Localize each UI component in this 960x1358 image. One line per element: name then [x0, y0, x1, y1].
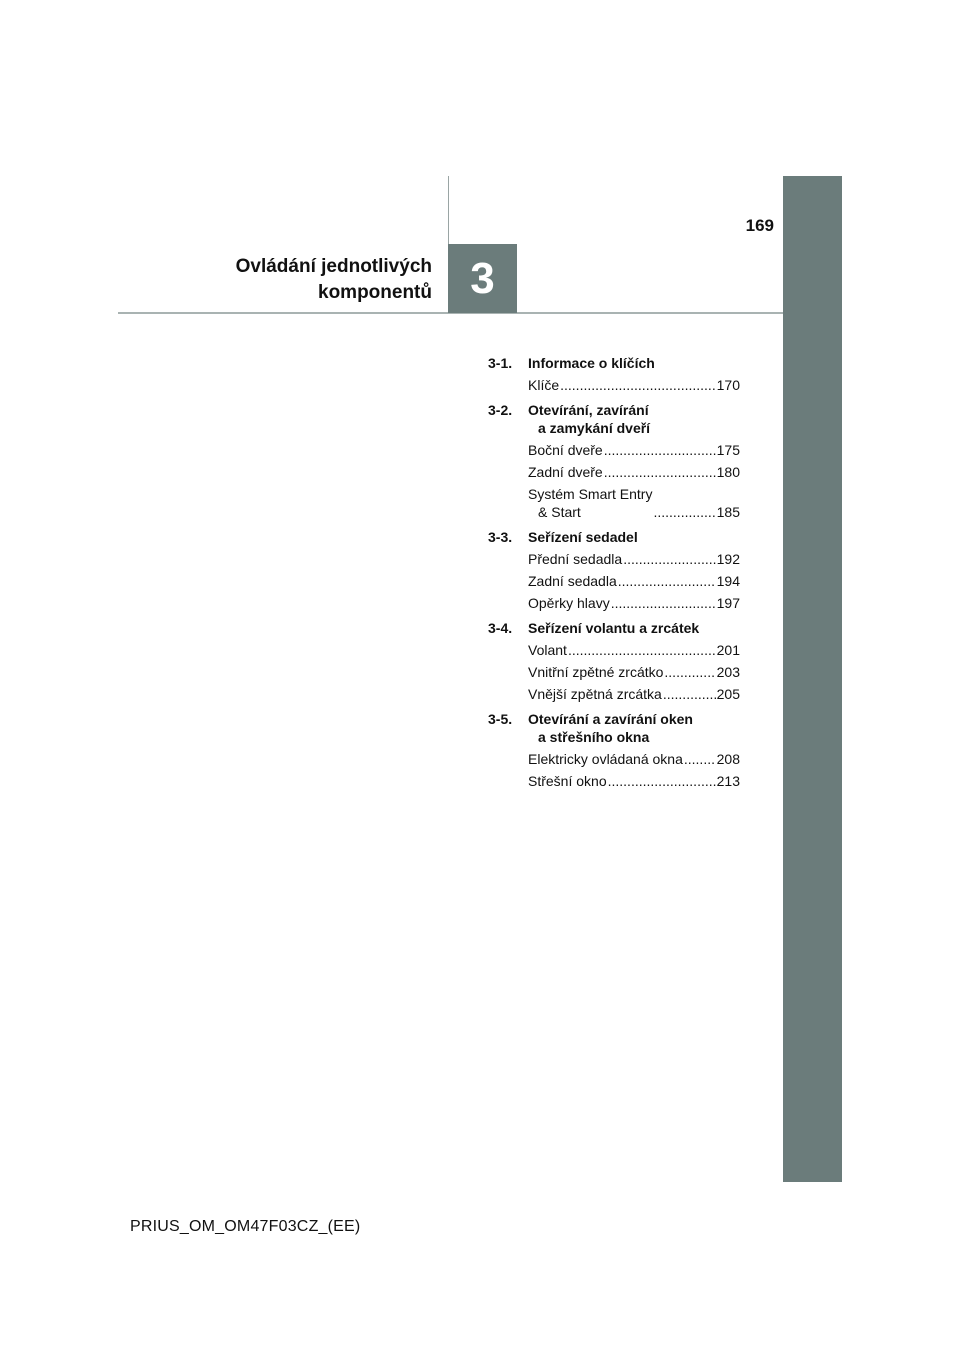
toc-section: [488, 619, 740, 703]
toc-section-title: [528, 354, 655, 372]
toc-section-heading: [488, 528, 740, 546]
toc-entry-name-line: Zadní sedadla: [528, 573, 617, 589]
toc-dot-leader: [663, 685, 716, 703]
toc-section-heading: [488, 354, 740, 372]
toc-entry-name: [528, 376, 559, 394]
toc-entry-name: [528, 641, 567, 659]
toc-entry-page: 194: [716, 573, 740, 589]
toc-section: [488, 710, 740, 790]
toc-entry-page: 197: [716, 595, 740, 611]
toc-section-title-line: a zamykání dveří: [538, 420, 651, 436]
toc-section-number: 3-1.: [488, 355, 513, 371]
toc-entry-name: [528, 663, 663, 681]
toc-entry-page: 208: [716, 751, 740, 767]
toc-entry[interactable]: [528, 772, 740, 790]
toc-entry[interactable]: [528, 376, 740, 394]
toc-entry-page: 213: [716, 773, 740, 789]
toc-entry-name-line: Zadní dveře: [528, 464, 603, 480]
toc-section: [488, 401, 740, 521]
toc-section-title-line: Otevírání a zavírání oken: [528, 711, 693, 727]
vertical-divider: [448, 176, 449, 244]
toc-entry[interactable]: [528, 594, 740, 612]
toc-entry-name: [528, 463, 603, 481]
chapter-number-box: [448, 244, 517, 313]
toc-section-title: [528, 401, 650, 437]
toc-dot-leader: [684, 750, 716, 768]
toc-section-number: 3-5.: [488, 711, 513, 727]
toc-section-title: [528, 528, 638, 546]
toc-dot-leader: [623, 550, 715, 568]
toc-entry-name-line: Opěrky hlavy: [528, 595, 610, 611]
toc-section-heading: [488, 619, 740, 637]
toc-entry[interactable]: [528, 641, 740, 659]
toc-entry[interactable]: [528, 663, 740, 681]
toc-section-title-line: Seřízení volantu a zrcátek: [528, 620, 700, 636]
toc-entry[interactable]: [528, 463, 740, 481]
toc-section-title: [528, 619, 699, 637]
toc-section-number: 3-2.: [488, 402, 513, 418]
chapter-number: 3: [470, 253, 495, 303]
toc-entry-name-line: Vnější zpětná zrcátka: [528, 686, 662, 702]
toc-section-heading: [488, 401, 740, 437]
toc-dot-leader: [604, 463, 716, 481]
toc-entry-name: [528, 594, 610, 612]
toc-section-title-line: Otevírání, zavírání: [528, 402, 649, 418]
toc-entry-name: [528, 750, 683, 768]
toc-section: [488, 528, 740, 612]
toc-section-heading: [488, 710, 740, 746]
toc-entry-page: 185: [716, 504, 740, 520]
toc-entry[interactable]: [528, 685, 740, 703]
toc-dot-leader: [664, 663, 715, 681]
toc-section: [488, 354, 740, 394]
toc-dot-leader: [611, 594, 716, 612]
toc-dot-leader: [608, 772, 716, 790]
toc-section-number: 3-4.: [488, 620, 513, 636]
toc-entry-name-line: Volant: [528, 642, 567, 658]
toc-entry[interactable]: [528, 550, 740, 568]
toc-entry-name-line: Klíče: [528, 377, 560, 393]
table-of-contents: [488, 354, 740, 797]
toc-dot-leader: [618, 572, 716, 590]
chapter-title-line2: komponentů: [318, 282, 432, 303]
toc-dot-leader: [653, 503, 715, 521]
toc-entry-page: 175: [716, 442, 740, 458]
toc-entry[interactable]: [528, 485, 740, 521]
toc-entry[interactable]: [528, 572, 740, 590]
toc-dot-leader: [604, 441, 716, 459]
toc-section-title-line: a střešního okna: [538, 729, 650, 745]
toc-entry-name-line: Vnitřní zpětné zrcátko: [528, 664, 664, 680]
toc-entry[interactable]: [528, 750, 740, 768]
toc-entry-name-line: Boční dveře: [528, 442, 603, 458]
toc-entry-name-line: Systém Smart Entry: [528, 486, 653, 502]
toc-entry[interactable]: [528, 441, 740, 459]
toc-entry-name: [528, 772, 607, 790]
toc-entry-page: 201: [716, 642, 740, 658]
toc-entry-name-line: Přední sedadla: [528, 551, 623, 567]
toc-entry-name: [528, 441, 603, 459]
toc-entry-page: 203: [716, 664, 740, 680]
toc-entry-page: 170: [716, 377, 740, 393]
page-number: 169: [745, 216, 774, 235]
footer-code: PRIUS_OM_OM47F03CZ_(EE): [130, 1218, 361, 1235]
toc-section-title-line: Seřízení sedadel: [528, 529, 638, 545]
chapter-title: [160, 254, 432, 306]
toc-entry-page: 205: [716, 686, 740, 702]
toc-section-number: 3-3.: [488, 529, 513, 545]
toc-dot-leader: [568, 641, 716, 659]
toc-entry-name: [528, 485, 652, 521]
toc-entry-name: [528, 685, 662, 703]
toc-entry-name: [528, 572, 617, 590]
toc-entry-name-line: & Start: [538, 504, 581, 520]
toc-entry-page: 180: [716, 464, 740, 480]
side-chapter-tab: [783, 176, 842, 1182]
toc-entry-page: 192: [716, 551, 740, 567]
toc-entry-name-line: Střešní okno: [528, 773, 607, 789]
toc-dot-leader: [560, 376, 716, 394]
toc-entry-name-line: Elektricky ovládaná okna: [528, 751, 683, 767]
toc-section-title: [528, 710, 693, 746]
chapter-title-line1: Ovládání jednotlivých: [235, 256, 432, 277]
toc-section-title-line: Informace o klíčích: [528, 355, 655, 371]
toc-entry-name: [528, 550, 622, 568]
